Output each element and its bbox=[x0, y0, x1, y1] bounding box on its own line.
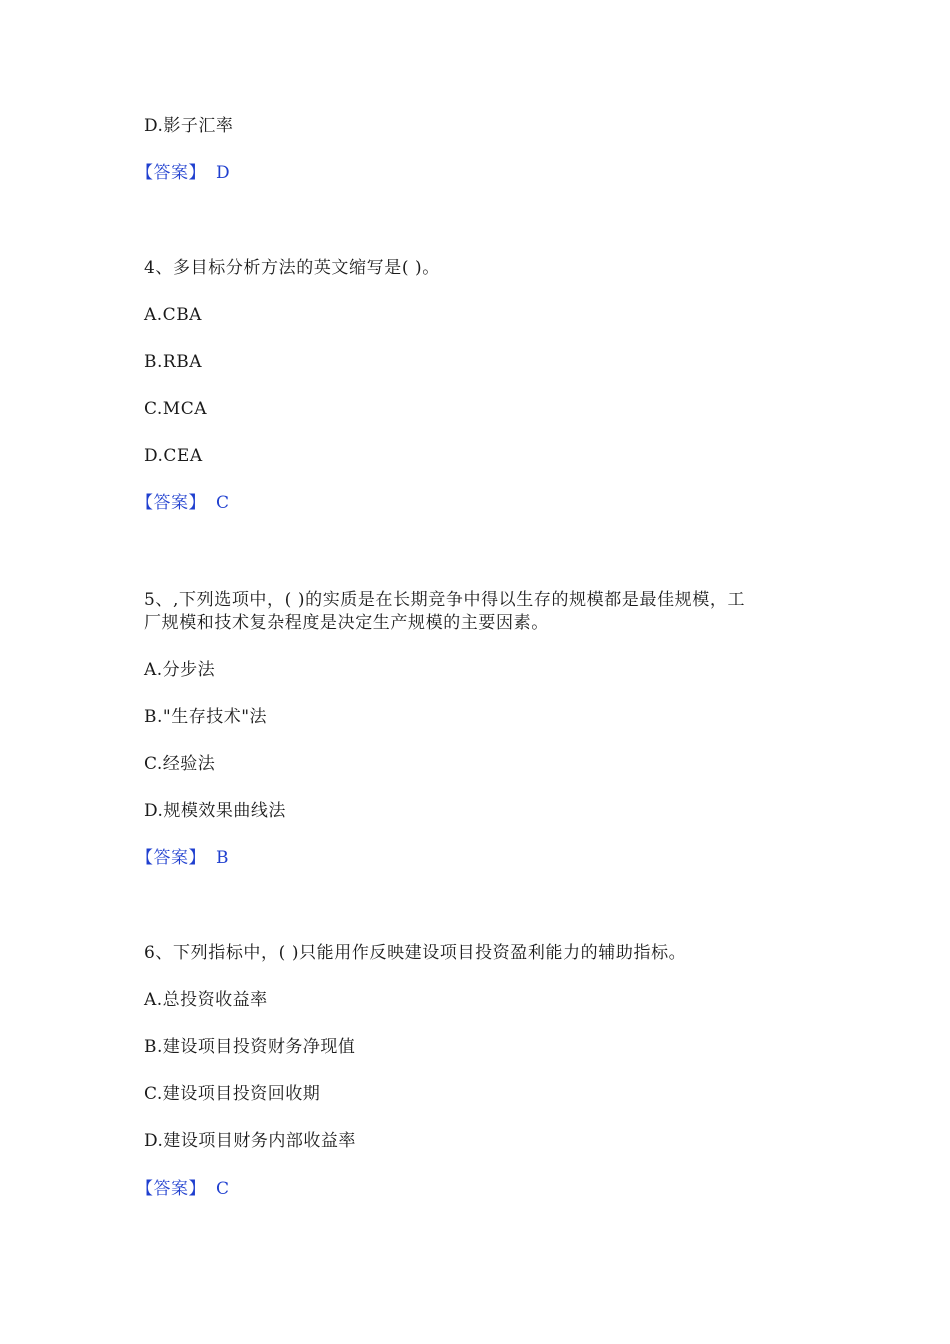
q5-option-b: B."生存技术"法 bbox=[144, 707, 268, 727]
q4-option-a: A.CBA bbox=[144, 305, 202, 325]
answer-label: 【答案】 bbox=[136, 493, 206, 513]
q4-option-d: D.CEA bbox=[144, 446, 203, 466]
answer-value: C bbox=[216, 493, 230, 513]
q4-stem: 4、多目标分析方法的英文缩写是( )。 bbox=[144, 258, 440, 278]
q5-option-a: A.分步法 bbox=[144, 660, 216, 680]
q4-option-c: C.MCA bbox=[144, 399, 207, 419]
q3-answer bbox=[136, 161, 230, 185]
q4-answer bbox=[136, 491, 230, 515]
answer-value: C bbox=[216, 1179, 230, 1199]
answer-label: 【答案】 bbox=[136, 848, 206, 868]
q6-answer bbox=[136, 1177, 230, 1201]
answer-label: 【答案】 bbox=[136, 1179, 206, 1199]
q6-option-d: D.建设项目财务内部收益率 bbox=[144, 1131, 356, 1151]
answer-value: B bbox=[216, 848, 229, 868]
q5-stem-line1: 5、,下列选项中，( )的实质是在长期竞争中得以生存的规模都是最佳规模，工 bbox=[144, 590, 746, 610]
answer-label: 【答案】 bbox=[136, 163, 206, 183]
q5-option-d: D.规模效果曲线法 bbox=[144, 801, 286, 821]
q5-option-c: C.经验法 bbox=[144, 754, 216, 774]
q4-option-b: B.RBA bbox=[144, 352, 202, 372]
q6-option-c: C.建设项目投资回收期 bbox=[144, 1084, 321, 1104]
q3-option-d: D.影子汇率 bbox=[144, 116, 234, 136]
q5-stem-line2: 厂规模和技术复杂程度是决定生产规模的主要因素。 bbox=[144, 613, 549, 633]
q5-answer bbox=[136, 846, 229, 870]
q6-stem: 6、下列指标中，( )只能用作反映建设项目投资盈利能力的辅助指标。 bbox=[144, 943, 687, 963]
q6-option-a: A.总投资收益率 bbox=[144, 990, 268, 1010]
q6-option-b: B.建设项目投资财务净现值 bbox=[144, 1037, 356, 1057]
answer-value: D bbox=[216, 163, 231, 183]
